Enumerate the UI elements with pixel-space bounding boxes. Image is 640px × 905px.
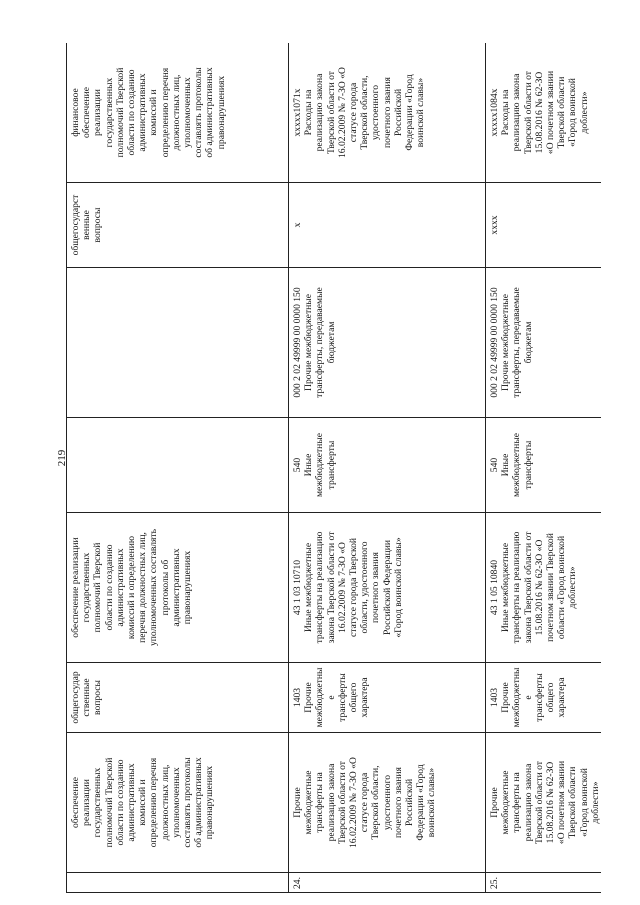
transfer-name: Прочие межбюджетные трансферты на реализацию закона Тверской области от 16.02.2009 № 7-ЗО «О статусе города Тверской области, удостоенного почетного звания Российской Федерации «Город воинской славы» (289, 733, 486, 873)
target-article-code: обеспечение реализации государственных полномочий Тверской области по созданию административных комиссий и определению перечня должностных лиц, уполномоченных составлять протоколы об административных правонарушениях (67, 513, 289, 663)
income-code: 000 2 02 49999 00 0000 150 Прочие межбюджетные трансферты, передаваемые бюджетам (486, 268, 602, 418)
table-row-24 (289, 43, 486, 893)
transfer-name: Прочие межбюджетные трансферты на реализацию закона Тверской области от 15.08.2016 № 62-ЗО «О почетном звании Тверской области «Город воинской доблести» (486, 733, 602, 873)
table-row-continued (67, 43, 289, 893)
table-viewport (66, 43, 601, 893)
section-code: общегосудар ственные вопросы (67, 663, 289, 733)
target-article-code: 43 1 03 10710 Иные межбюджетные трансферты на реализацию закона Тверской области от 16.02.2009 № 7-ЗО «О статусе города Тверской области, удостоенного почетного звания Российской Федерации «Город воинской славы» (289, 513, 486, 663)
row-number: 24. (289, 873, 486, 893)
page-number: 219 (56, 449, 68, 467)
row-number: 25. (486, 873, 602, 893)
expense-purpose: xxxxx1071x Расходы на реализацию закона Тверской области от 16.02.2009 № 7-ЗО «О статусе города Тверской области, удостоенного почетного звания Российской Федерации «Город воинской славы» (289, 43, 486, 183)
expense-type: 540 Иные межбюджетные трансферты (289, 418, 486, 513)
row-number (67, 873, 289, 893)
expense-purpose: xxxxx1084x Расходы на реализацию закона Тверской области от 15.08.2016 № 62-ЗО «О почетном звании Тверской области «Город воинской доблести» (486, 43, 602, 183)
income-code: 000 2 02 49999 00 0000 150 Прочие межбюджетные трансферты, передаваемые бюджетам (289, 268, 486, 418)
expense-type (67, 418, 289, 513)
section-code: 1403 Прочие межбюджетны е трансферты общего характера (289, 663, 486, 733)
section-code: 1403 Прочие межбюджетны е трансферты общего характера (486, 663, 602, 733)
rotated-table-container (66, 43, 601, 893)
local-section: x (289, 183, 486, 268)
income-code (67, 268, 289, 418)
expense-type: 540 Иные межбюджетные трансферты (486, 418, 602, 513)
expense-purpose: финансовое обеспечение реализации государственных полномочий Тверской области по созданию административных комиссий и определению перечня должностных лиц, уполномоченных составлять протоколы об административных правонарушениях (67, 43, 289, 183)
local-section: общегосударст венные вопросы (67, 183, 289, 268)
table-row-25 (486, 43, 602, 893)
target-article-code: 43 1 05 10840 Иные межбюджетные трансферты на реализацию закона Тверской области от 15.08.2016 № 62-ЗО «О почетном звании Тверской области «Город воинской доблести» (486, 513, 602, 663)
local-section: xxxx (486, 183, 602, 268)
budget-transfers-table (66, 43, 601, 893)
transfer-name: обеспечение реализации государственных полномочий Тверской области по созданию административных комиссий и определению перечня должностных лиц, уполномоченных составлять протоколы об административных правонарушениях (67, 733, 289, 873)
